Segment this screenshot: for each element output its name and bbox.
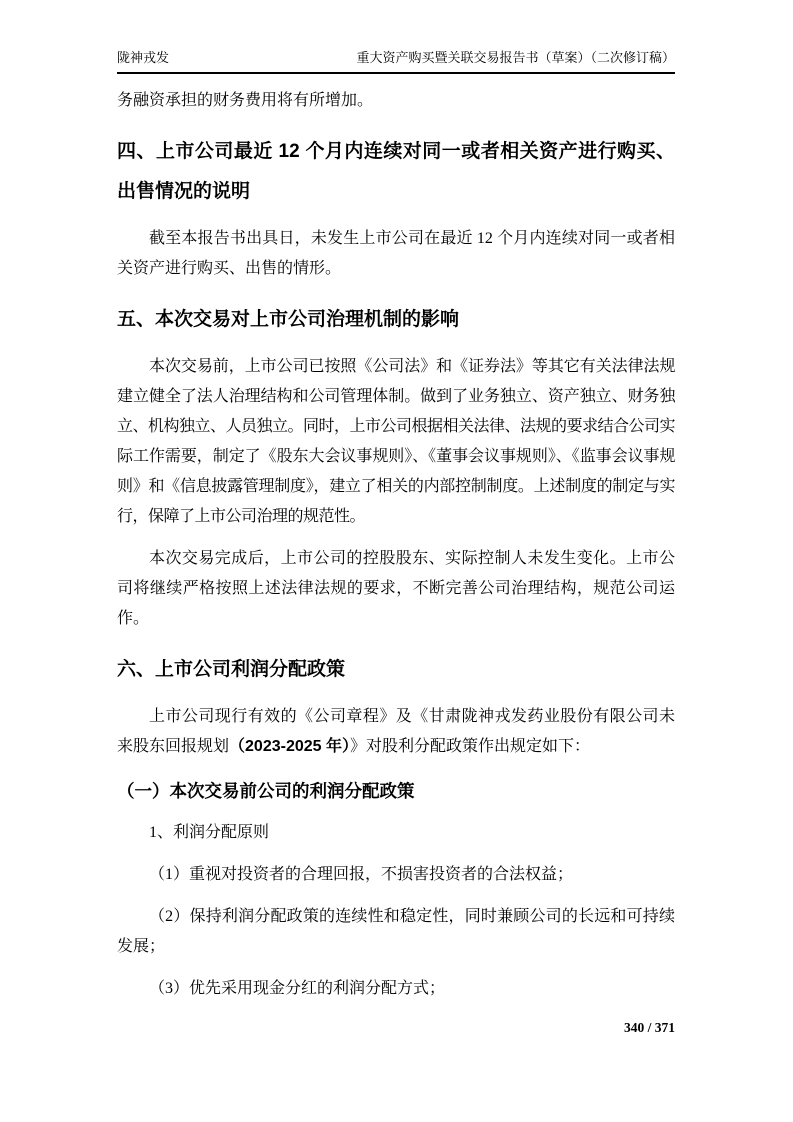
document-content [117,86,675,1004]
section-5-paragraph-2: 本次交易完成后，上市公司的控股股东、实际控制人未发生变化。上市公司将继续严格按照上述法律法规的要求，不断完善公司治理结构，规范公司运作。 [117,550,675,627]
page-header [117,50,675,74]
section-6-paragraph-before: 上市公司现行有效的《公司章程》及《甘肃陇神戎发药业股份有限公司未来股东回报规划 [117,708,675,755]
page-footer [624,1020,675,1036]
list-title: 1、利润分配原则 [149,824,270,841]
section-4-paragraph: 截至本报告书出具日，未发生上市公司在最近 12 个月内连续对同一或者相关资产进行购买、出售的情形。 [117,230,675,277]
section-6-paragraph-bold-years: （2023-2025 年） [229,738,350,755]
section-6-paragraph [117,702,675,762]
section-5-heading: 五、本次交易对上市公司治理机制的影响 [117,309,460,330]
subsection-1-heading: （一）本次交易前公司的利润分配政策 [117,781,415,801]
section-6-heading: 六、上市公司利润分配政策 [117,659,346,680]
page-number: 340 / 371 [623,1020,675,1035]
header-report-title: 重大资产购买暨关联交易报告书（草案）（二次修订稿） [356,50,675,65]
section-6-paragraph-after: 》对股利分配政策作出规定如下： [349,738,590,755]
section-4-heading: 四、上市公司最近 12 个月内连续对同一或者相关资产进行购买、出售情况的说明 [117,141,675,202]
list-item-1: （1）重视对投资者的合理回报，不损害投资者的合法权益； [149,866,574,883]
list-item-3: （3）优先采用现金分红的利润分配方式； [149,980,446,997]
header-company-short-name: 陇神戎发 [117,50,170,65]
section-5-paragraph-1: 本次交易前，上市公司已按照《公司法》和《证券法》等其它有关法律法规建立健全了法人治理结构和公司管理体制。做到了业务独立、资产独立、财务独立、机构独立、人员独立。同时，上市公司根据相关法律、法规的要求结合公司实际工作需要，制定了《股东大会议事规则》、《董事会议事规则》、《监事会议事规则》和《信息披露管理制度》，建立了相关的内部控制制度。上述制度的制定与实行，保障了上市公司治理的规范性。 [117,358,676,525]
continued-paragraph: 务融资承担的财务费用将有所增加。 [117,92,374,109]
list-item-2: （2）保持利润分配政策的连续性和稳定性，同时兼顾公司的长远和可持续发展； [117,908,675,955]
